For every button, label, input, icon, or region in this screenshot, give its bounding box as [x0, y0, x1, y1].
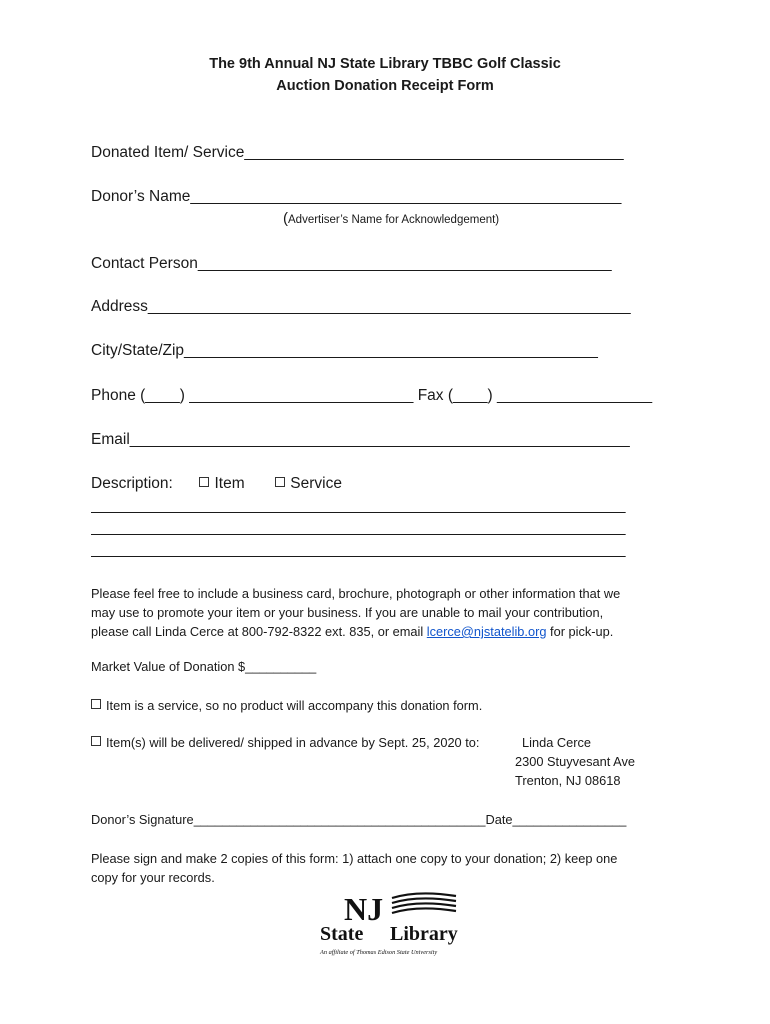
donor-name-field[interactable]: __________________________________________________: [190, 188, 622, 205]
description-line-3[interactable]: ______________________________________________________________: [91, 541, 626, 558]
contact-person-row: [91, 255, 681, 273]
info-line-1: Please feel free to include a business card, brochure, photograph or other information that we: [91, 586, 621, 601]
donated-item-field[interactable]: ____________________________________________: [244, 144, 624, 161]
info-line-3-end: for pick-up.: [546, 624, 614, 639]
email-row: [91, 431, 681, 449]
logo-library-text: Library: [390, 923, 458, 945]
item-checkbox[interactable]: [199, 477, 209, 487]
item-option-label: Item: [214, 475, 245, 492]
closing-line-1: Please sign and make 2 copies of this form: 1) attach one copy to your donation; 2) keep one: [91, 851, 618, 866]
logo-state-text: State: [320, 923, 364, 945]
book-pages-icon: [392, 893, 456, 913]
donor-name-note-text: Advertiser’s Name for Acknowledgement): [288, 214, 500, 226]
mail-address-street: 2300 Stuyvesant Ave: [515, 754, 636, 769]
address-label: Address: [91, 298, 148, 315]
service-note-row: [91, 698, 482, 713]
address-field[interactable]: ________________________________________________________: [147, 298, 631, 315]
description-row: [91, 475, 681, 493]
description-line-1[interactable]: ______________________________________________________________: [91, 497, 626, 514]
email-field[interactable]: __________________________________________________________: [129, 431, 630, 448]
phone-area-field[interactable]: ____: [145, 387, 180, 404]
form-subtitle: Auction Donation Receipt Form: [276, 78, 494, 94]
phone-field[interactable]: __________________________: [189, 387, 414, 404]
delivery-note-text: Item(s) will be delivered/ shipped in advance by Sept. 25, 2020 to:: [106, 735, 480, 750]
donor-name-row: [91, 188, 681, 206]
mail-address-city: Trenton, NJ 08618: [515, 773, 621, 788]
fax-label: Fax (: [413, 387, 454, 404]
phone-fax-row: [91, 387, 681, 405]
logo-tagline-text: An affiliate of Thomas Edison State University: [320, 949, 438, 956]
nj-state-library-logo-mark: [318, 888, 468, 958]
service-note-checkbox[interactable]: [91, 699, 101, 709]
service-checkbox[interactable]: [275, 477, 285, 487]
fax-area-field[interactable]: ____: [453, 387, 488, 404]
contact-person-field[interactable]: ________________________________________________: [197, 255, 612, 272]
market-value-label: Market Value of Donation $: [91, 659, 246, 674]
city-state-zip-field[interactable]: ________________________________________________: [184, 342, 598, 359]
delivery-note-row: [91, 735, 479, 750]
market-value-row: [91, 659, 316, 674]
donor-name-note: [283, 210, 499, 227]
date-field[interactable]: ________________: [512, 812, 627, 827]
signature-row: [91, 812, 626, 827]
donor-name-note-paren: (: [283, 210, 288, 227]
email-label: Email: [91, 431, 130, 448]
donor-name-label: Donor’s Name: [91, 188, 191, 205]
market-value-field[interactable]: __________: [245, 659, 317, 674]
description-label: Description:: [91, 475, 173, 492]
info-line-3-start: please call Linda Cerce at 800-792-8322 ext. 835, or email: [91, 624, 427, 639]
mail-address-name: Linda Cerce: [522, 735, 592, 750]
service-note-text: Item is a service, so no product will accompany this donation form.: [106, 698, 483, 713]
fax-field[interactable]: __________________: [496, 387, 653, 404]
donated-item-label: Donated Item/ Service: [91, 144, 245, 161]
city-state-zip-label: City/State/Zip: [91, 342, 185, 359]
phone-close: ): [179, 387, 190, 404]
form-title: The 9th Annual NJ State Library TBBC Golf Classic: [209, 56, 561, 72]
date-label: Date: [485, 812, 513, 827]
contact-email-link[interactable]: lcerce@njstatelib.org: [426, 624, 547, 639]
fax-close: ): [487, 387, 497, 404]
service-option-label: Service: [290, 475, 342, 492]
delivery-note-checkbox[interactable]: [91, 736, 101, 746]
nj-state-library-logo: [318, 888, 468, 958]
description-line-2[interactable]: ______________________________________________________________: [91, 519, 626, 536]
donated-item-row: [91, 144, 681, 162]
closing-instructions: [91, 849, 691, 887]
signature-label: Donor’s Signature: [91, 812, 194, 827]
info-paragraph: [91, 584, 691, 641]
phone-label: Phone (: [91, 387, 146, 404]
contact-person-label: Contact Person: [91, 255, 198, 272]
address-row: [91, 298, 681, 316]
signature-field[interactable]: _________________________________________: [193, 812, 486, 827]
info-line-3: [91, 622, 691, 641]
logo-nj-text: NJ: [344, 891, 384, 927]
city-state-zip-row: [91, 342, 681, 360]
closing-line-2: copy for your records.: [91, 870, 215, 885]
info-line-2: may use to promote your item or your business. If you are unable to mail your contribution,: [91, 605, 604, 620]
